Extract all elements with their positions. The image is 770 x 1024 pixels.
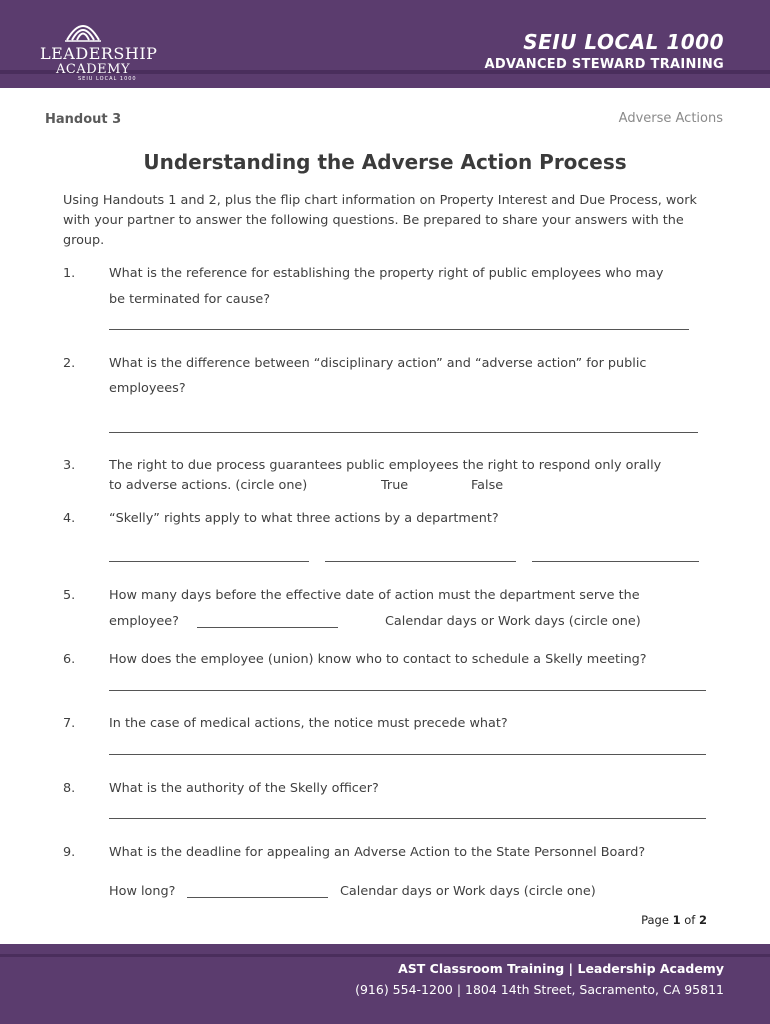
circle-choice: Calendar days or Work days (circle one) [385,614,641,629]
logo-text-leadership: LEADERSHIP [40,44,158,63]
question-text: In the case of medical actions, the notice must precede what? [109,716,508,731]
question-number: 5. [63,588,76,603]
question-number: 9. [63,845,76,860]
answer-line[interactable] [109,561,309,562]
capitol-dome-icon [63,10,103,44]
answer-line[interactable] [109,754,706,755]
answer-line[interactable] [532,561,699,562]
question-text: employee? [109,614,179,629]
circle-choice: Calendar days or Work days (circle one) [340,884,596,899]
question-number: 2. [63,356,76,371]
topic-label: Adverse Actions [618,111,723,126]
question-text: What is the difference between “disciplinary action” and “adverse action” for public [109,356,647,371]
answer-line[interactable] [187,897,328,898]
question-text: The right to due process guarantees public employees the right to respond only orally [109,458,662,473]
answer-line[interactable] [197,627,338,628]
answer-line[interactable] [325,561,516,562]
question-text: How long? [109,884,176,899]
question-text: How many days before the effective date of action must the department serve the [109,588,640,603]
answer-line[interactable] [109,432,698,433]
page-current: 1 [672,913,681,927]
question-text: What is the deadline for appealing an Adverse Action to the State Personnel Board? [109,845,646,860]
page-of: of [684,913,696,927]
question-number: 4. [63,511,76,526]
question-text: What is the reference for establishing the property right of public employees who may [109,266,664,281]
question-number: 1. [63,266,76,281]
page-title: Understanding the Adverse Action Process [143,150,627,174]
question-text: employees? [109,381,186,396]
footer-banner [0,944,770,1024]
logo-text-academy: ACADEMY [56,62,131,77]
question-text: to adverse actions. (circle one) [109,478,308,493]
answer-line[interactable] [109,690,706,691]
handout-label: Handout 3 [45,112,122,127]
footer-program: AST Classroom Training | Leadership Academy [398,961,724,976]
leadership-academy-logo [18,10,168,82]
question-number: 6. [63,652,76,667]
intro-paragraph: Using Handouts 1 and 2, plus the flip chart information on Property Interest and Due Process, work with your partner to answer the following questions. Be prepared to share your answers with the group. [63,193,697,248]
page-total: 2 [698,913,707,927]
question-text: “Skelly” rights apply to what three actions by a department? [109,511,499,526]
answer-line[interactable] [109,818,706,819]
page-number [641,913,707,927]
footer-stripe [0,954,770,957]
answer-line[interactable] [109,329,689,330]
page-label: Page [641,913,669,927]
course-name: ADVANCED STEWARD TRAINING [484,57,724,72]
org-name: SEIU LOCAL 1000 [523,30,724,54]
header-banner [0,0,770,88]
footer-contact: (916) 554-1200 | 1804 14th Street, Sacramento, CA 95811 [355,982,724,997]
logo-text-local: SEIU LOCAL 1000 [78,76,137,82]
question-text: What is the authority of the Skelly officer? [109,781,379,796]
option-true[interactable]: True [381,478,409,493]
question-number: 7. [63,716,76,731]
question-number: 8. [63,781,76,796]
option-false[interactable]: False [471,478,504,493]
question-text: be terminated for cause? [109,292,271,307]
question-number: 3. [63,458,76,473]
question-text: How does the employee (union) know who to contact to schedule a Skelly meeting? [109,652,647,667]
